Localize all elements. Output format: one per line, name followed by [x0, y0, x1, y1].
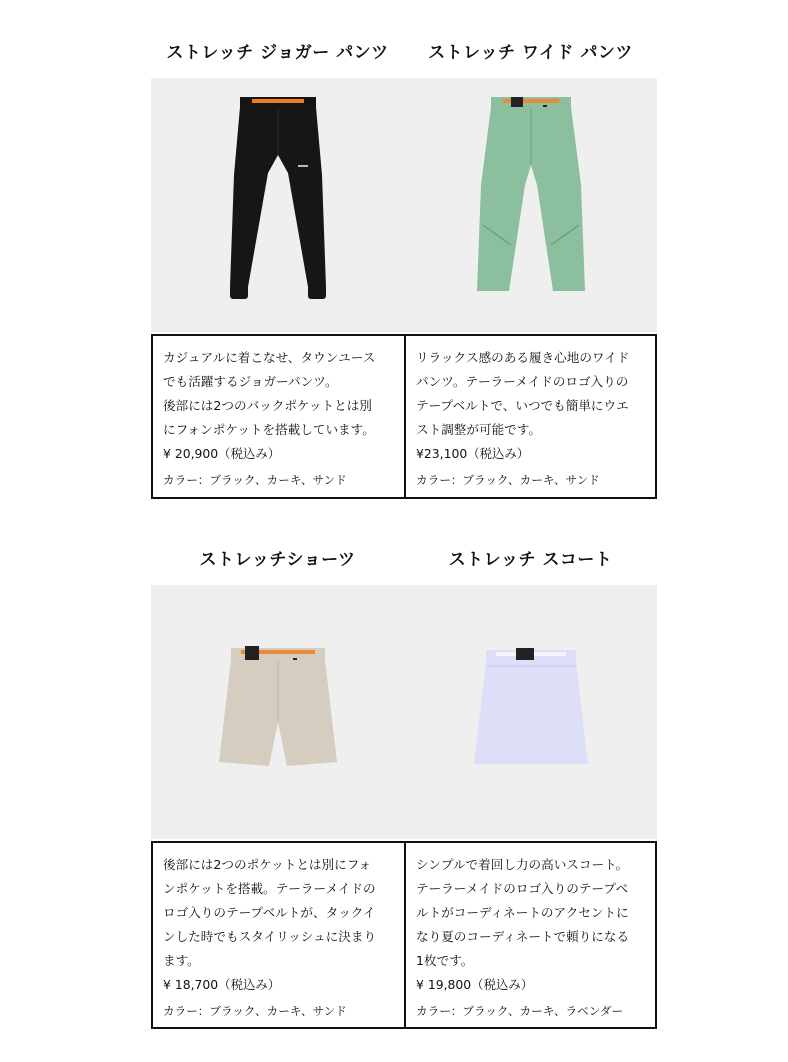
description-line: ンポケットを搭載。テーラーメイドの — [163, 881, 376, 896]
description-line: にフォンポケットを搭載しています。 — [163, 422, 375, 437]
shorts-image — [213, 642, 343, 782]
description-line: パンツ。テーラーメイドのロゴ入りの — [416, 374, 629, 389]
product-photo-wide-pants[interactable] — [404, 78, 657, 332]
description-row — [151, 841, 657, 1029]
color-options: カラー：ブラック、カーキ、サンド — [163, 1004, 347, 1018]
title-row — [151, 545, 657, 585]
description-line: カジュアルに着こなせ、タウンユース — [163, 350, 376, 365]
description-line: 後部には2つのバックポケットとは別 — [163, 398, 372, 413]
product-description — [153, 843, 404, 1027]
wide-pants-image — [471, 95, 591, 315]
description-line: ます。 — [163, 953, 200, 968]
jogger-pants-image — [218, 95, 338, 315]
description-line: テーラーメイドのロゴ入りのテープベ — [416, 881, 629, 896]
product-title: ストレッチ ジョガー パンツ — [166, 43, 389, 63]
product-photo-jogger-pants[interactable] — [151, 78, 404, 332]
description-line: スト調整が可能です。 — [416, 422, 541, 437]
description-line: ンした時でもスタイリッシュに決まり — [163, 929, 377, 944]
description-line: リラックス感のある履き心地のワイド — [416, 350, 630, 365]
skort-image — [466, 642, 596, 782]
description-line: でも活躍するジョガーパンツ。 — [163, 374, 338, 389]
photo-row — [151, 78, 657, 332]
skort-body — [474, 662, 588, 764]
price: ¥ 19,800（税込み） — [416, 977, 534, 992]
description-line: 後部には2つのポケットとは別にフォ — [163, 857, 372, 872]
product-row-top — [151, 38, 657, 499]
color-options: カラー：ブラック、カーキ、ラベンダー — [416, 1004, 624, 1018]
product-photo-skort[interactable] — [404, 585, 657, 839]
description-line: ルトがコーディネートのアクセントに — [416, 905, 629, 920]
photo-row — [151, 585, 657, 839]
title-row — [151, 38, 657, 78]
description-line: テープベルトで、いつでも簡単にウエ — [416, 398, 629, 413]
product-title: ストレッチ ワイド パンツ — [428, 43, 633, 63]
color-options: カラー：ブラック、カーキ、サンド — [163, 473, 347, 487]
right-cuff — [308, 285, 326, 299]
description-line: シンプルで着回し力の高いスコート。 — [416, 857, 629, 872]
product-title: ストレッチ スコート — [448, 550, 613, 570]
left-cuff — [230, 285, 248, 299]
product-title: ストレッチショーツ — [199, 550, 356, 570]
product-row-bottom — [151, 545, 657, 1029]
price: ¥ 18,700（税込み） — [163, 977, 281, 992]
description-row — [151, 334, 657, 499]
description-line: なり夏のコーディネートで頼りになる — [416, 929, 630, 944]
product-description — [404, 336, 655, 497]
product-description — [153, 336, 404, 497]
description-line: 1枚です。 — [416, 953, 474, 968]
description-line: ロゴ入りのテープベルトが、タックイ — [163, 905, 376, 920]
price: ¥ 20,900（税込み） — [163, 446, 281, 461]
price: ¥23,100（税込み） — [416, 446, 530, 461]
color-options: カラー：ブラック、カーキ、サンド — [416, 473, 600, 487]
product-description — [404, 843, 655, 1027]
product-photo-shorts[interactable] — [151, 585, 404, 839]
